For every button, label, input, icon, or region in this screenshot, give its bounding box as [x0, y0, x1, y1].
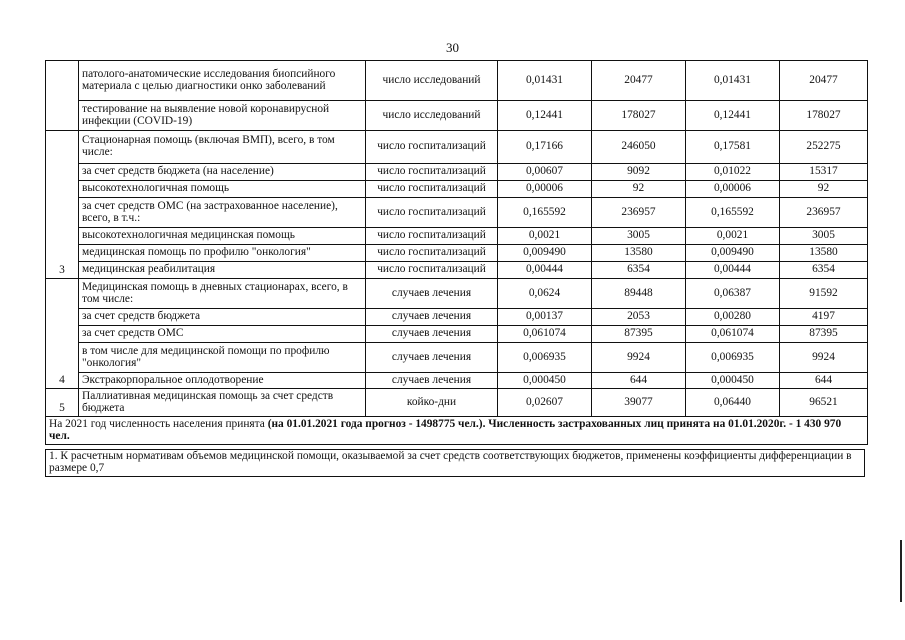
unit-cell: число исследований — [366, 101, 498, 131]
value-cell: 0,17581 — [686, 131, 780, 164]
indicator-name: за счет средств бюджета (на население) — [79, 164, 366, 181]
row-number-cell: 5 — [46, 389, 79, 417]
indicator-name: высокотехнологичная медицинская помощь — [79, 228, 366, 245]
value-cell: 178027 — [592, 101, 686, 131]
unit-cell: число госпитализаций — [366, 131, 498, 164]
value-cell: 0,0021 — [498, 228, 592, 245]
population-note-bold: (на 01.01.2021 года прогноз - 1498775 чел.). Численность застрахованных лиц принята на 01.01.2020г. - 1 430 970 чел. — [49, 417, 842, 442]
value-cell: 0,0624 — [498, 279, 592, 309]
indicator-name: медицинская реабилитация — [79, 262, 366, 279]
norms-table-wrapper — [45, 60, 867, 477]
value-cell: 2053 — [592, 309, 686, 326]
row-number-cell: 3 — [46, 131, 79, 279]
value-cell: 9092 — [592, 164, 686, 181]
indicator-name: тестирование на выявление новой коронавирусной инфекции (COVID-19) — [79, 101, 366, 131]
value-cell: 0,006935 — [498, 343, 592, 373]
value-cell: 0,01022 — [686, 164, 780, 181]
indicator-name: Медицинская помощь в дневных стационарах, всего, в том числе: — [79, 279, 366, 309]
table-row — [46, 262, 868, 279]
value-cell: 87395 — [592, 326, 686, 343]
value-cell: 87395 — [780, 326, 868, 343]
value-cell: 644 — [592, 373, 686, 389]
unit-cell: случаев лечения — [366, 326, 498, 343]
value-cell: 20477 — [780, 61, 868, 101]
unit-cell: число госпитализаций — [366, 181, 498, 198]
value-cell: 9924 — [780, 343, 868, 373]
value-cell: 644 — [780, 373, 868, 389]
value-cell: 0,00137 — [498, 309, 592, 326]
unit-cell: число госпитализаций — [366, 262, 498, 279]
indicator-name: за счет средств ОМС (на застрахованное население), всего, в т.ч.: — [79, 198, 366, 228]
value-cell: 92 — [780, 181, 868, 198]
unit-cell: койко-дни — [366, 389, 498, 417]
value-cell: 13580 — [592, 245, 686, 262]
value-cell: 0,02607 — [498, 389, 592, 417]
value-cell: 15317 — [780, 164, 868, 181]
indicator-name: в том числе для медицинской помощи по профилю "онкология" — [79, 343, 366, 373]
unit-cell: случаев лечения — [366, 309, 498, 326]
indicator-name: патолого-анатомические исследования биопсийного материала с целью диагностики онко заболеваний — [79, 61, 366, 101]
value-cell: 0,00444 — [498, 262, 592, 279]
table-row — [46, 61, 868, 101]
unit-cell: случаев лечения — [366, 279, 498, 309]
value-cell: 0,06440 — [686, 389, 780, 417]
table-row — [46, 245, 868, 262]
indicator-name: Экстракорпоральное оплодотворение — [79, 373, 366, 389]
value-cell: 0,01431 — [686, 61, 780, 101]
table-row — [46, 228, 868, 245]
indicator-name: высокотехнологичная помощь — [79, 181, 366, 198]
table-row — [46, 326, 868, 343]
value-cell: 0,000450 — [498, 373, 592, 389]
value-cell: 3005 — [780, 228, 868, 245]
population-note — [46, 417, 868, 445]
value-cell: 89448 — [592, 279, 686, 309]
table-row — [46, 164, 868, 181]
value-cell: 0,12441 — [686, 101, 780, 131]
value-cell: 0,0021 — [686, 228, 780, 245]
unit-cell: число госпитализаций — [366, 198, 498, 228]
unit-cell: число госпитализаций — [366, 245, 498, 262]
page-edge-line — [900, 540, 902, 602]
value-cell: 39077 — [592, 389, 686, 417]
table-row — [46, 198, 868, 228]
indicator-name: медицинская помощь по профилю "онкология" — [79, 245, 366, 262]
indicator-name: Стационарная помощь (включая ВМП), всего, в том числе: — [79, 131, 366, 164]
footnote: 1. К расчетным нормативам объемов медицинской помощи, оказываемой за счет средств соответствующих бюджетов, применены коэффициенты дифференциации в размере 0,7 — [45, 449, 865, 477]
norms-table — [45, 60, 868, 445]
unit-cell: случаев лечения — [366, 373, 498, 389]
value-cell: 4197 — [780, 309, 868, 326]
value-cell: 0,165592 — [686, 198, 780, 228]
value-cell: 96521 — [780, 389, 868, 417]
value-cell: 9924 — [592, 343, 686, 373]
value-cell: 6354 — [592, 262, 686, 279]
value-cell: 0,061074 — [498, 326, 592, 343]
value-cell: 0,12441 — [498, 101, 592, 131]
value-cell: 0,000450 — [686, 373, 780, 389]
value-cell: 0,00006 — [686, 181, 780, 198]
value-cell: 0,009490 — [686, 245, 780, 262]
page-number: 30 — [446, 40, 459, 55]
value-cell: 0,17166 — [498, 131, 592, 164]
value-cell: 0,006935 — [686, 343, 780, 373]
value-cell: 0,061074 — [686, 326, 780, 343]
unit-cell: число госпитализаций — [366, 228, 498, 245]
row-number-cell — [46, 61, 79, 131]
value-cell: 6354 — [780, 262, 868, 279]
value-cell: 178027 — [780, 101, 868, 131]
table-row — [46, 309, 868, 326]
value-cell: 0,00444 — [686, 262, 780, 279]
value-cell: 3005 — [592, 228, 686, 245]
value-cell: 0,00280 — [686, 309, 780, 326]
indicator-name: за счет средств ОМС — [79, 326, 366, 343]
value-cell: 0,00006 — [498, 181, 592, 198]
value-cell: 0,06387 — [686, 279, 780, 309]
value-cell: 91592 — [780, 279, 868, 309]
value-cell: 236957 — [592, 198, 686, 228]
table-row — [46, 181, 868, 198]
value-cell: 246050 — [592, 131, 686, 164]
unit-cell: число госпитализаций — [366, 164, 498, 181]
population-note-row — [46, 417, 868, 445]
value-cell: 0,01431 — [498, 61, 592, 101]
value-cell: 0,009490 — [498, 245, 592, 262]
value-cell: 92 — [592, 181, 686, 198]
table-row — [46, 101, 868, 131]
value-cell: 0,165592 — [498, 198, 592, 228]
value-cell: 20477 — [592, 61, 686, 101]
indicator-name: Паллиативная медицинская помощь за счет средств бюджета — [79, 389, 366, 417]
table-row — [46, 389, 868, 417]
value-cell: 13580 — [780, 245, 868, 262]
row-number-cell: 4 — [46, 279, 79, 389]
unit-cell: число исследований — [366, 61, 498, 101]
table-row — [46, 343, 868, 373]
value-cell: 0,00607 — [498, 164, 592, 181]
table-row — [46, 279, 868, 309]
value-cell: 236957 — [780, 198, 868, 228]
table-row — [46, 373, 868, 389]
population-note-prefix: На 2021 год численность населения принята — [49, 417, 268, 430]
unit-cell: случаев лечения — [366, 343, 498, 373]
indicator-name: за счет средств бюджета — [79, 309, 366, 326]
table-row — [46, 131, 868, 164]
value-cell: 252275 — [780, 131, 868, 164]
norms-table-body — [46, 61, 868, 445]
